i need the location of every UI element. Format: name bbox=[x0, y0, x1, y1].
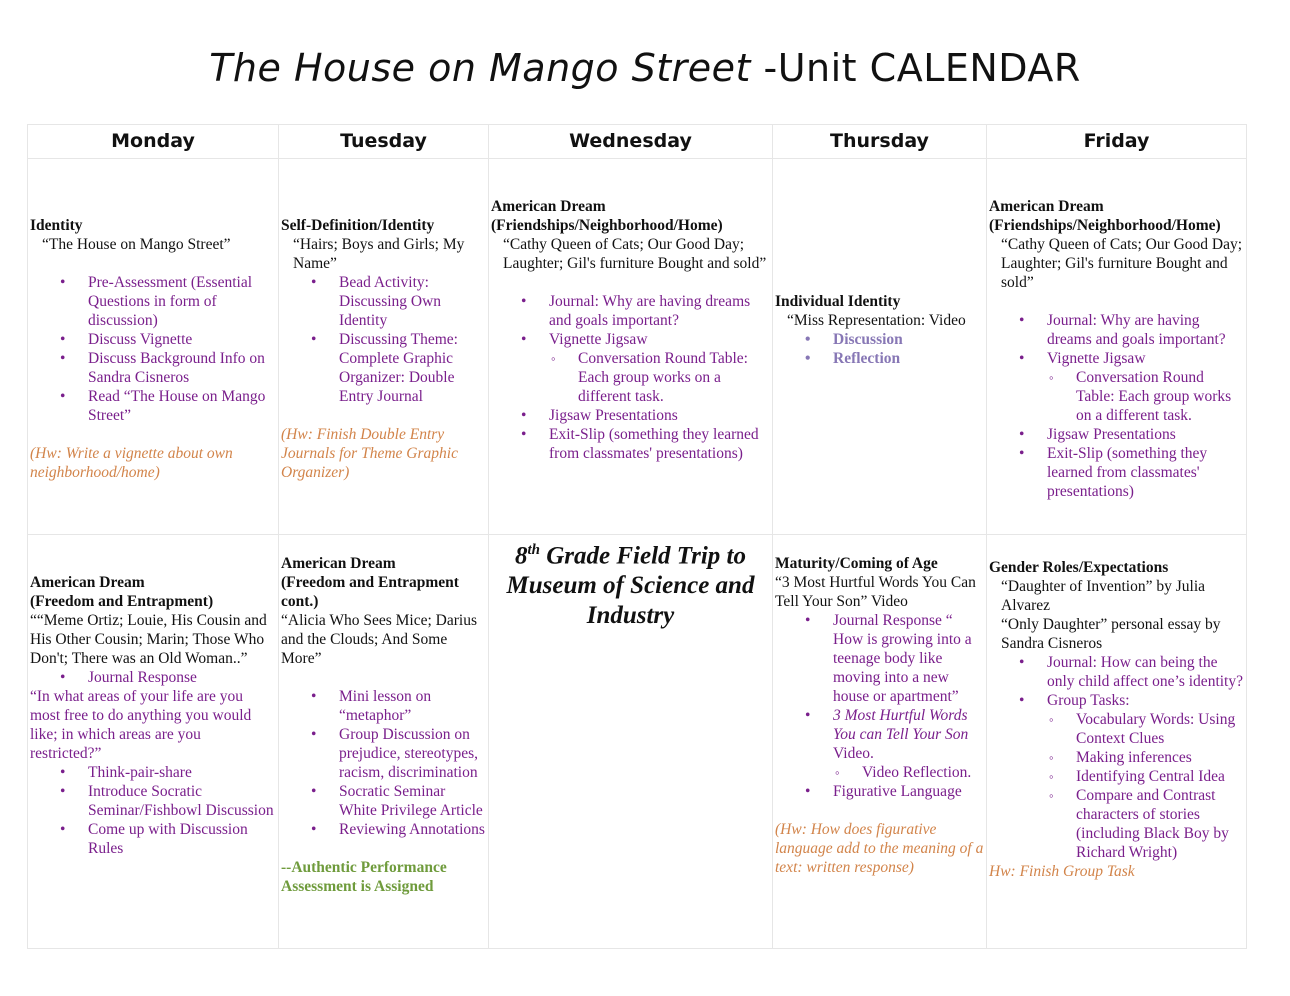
topic-sub: (Friendships/Neighborhood/Home) bbox=[491, 217, 723, 234]
day-friday: Friday bbox=[987, 125, 1247, 159]
field-trip-superscript: th bbox=[527, 542, 540, 558]
week2-thursday-cell bbox=[773, 535, 987, 949]
list-item: • Journal: Why are having dreams and goals important? bbox=[989, 311, 1244, 349]
list-subitem: ◦ Making inferences bbox=[989, 748, 1244, 767]
topic-sub: (Freedom and Entrapment cont.) bbox=[281, 574, 459, 610]
field-trip-text bbox=[491, 535, 770, 631]
list-subitem: ◦ Compare and Contrast characters of stories (including Black Boy by Richard Wright) bbox=[989, 786, 1244, 862]
topic: American Dream bbox=[491, 198, 606, 215]
week2-friday-cell bbox=[987, 535, 1247, 949]
week1-wednesday-cell bbox=[489, 159, 773, 535]
topic: Self-Definition/Identity bbox=[281, 217, 435, 234]
title-book: The House on Mango Street bbox=[209, 46, 751, 90]
week1-monday-cell bbox=[28, 159, 279, 535]
day-tuesday: Tuesday bbox=[279, 125, 489, 159]
reading: ““Meme Ortiz; Louie, His Cousin and His Other Cousin; Marin; Those Who Don't; There was an Old Woman..” bbox=[30, 612, 267, 667]
reading-2: “Only Daughter” personal essay by Sandra Cisneros bbox=[1001, 616, 1221, 652]
list-item: • Pre-Assessment (Essential Questions in form of discussion) bbox=[30, 273, 276, 330]
field-trip-title: Grade Field Trip to Museum of Science and Industry bbox=[506, 542, 755, 630]
reading-1: “Daughter of Invention” by Julia Alvarez bbox=[1001, 578, 1206, 614]
list-item: • Journal Response bbox=[30, 668, 276, 687]
week2-monday-cell bbox=[28, 535, 279, 949]
activity-list bbox=[30, 273, 276, 425]
reading: “3 Most Hurtful Words You Can Tell Your Son” Video bbox=[775, 574, 976, 610]
video-title: 3 Most Hurtful Words You can Tell Your Son bbox=[833, 707, 969, 743]
list-item: • Discussion bbox=[775, 330, 984, 349]
day-wednesday: Wednesday bbox=[489, 125, 773, 159]
reading: “The House on Mango Street” bbox=[42, 236, 231, 253]
list-item bbox=[775, 706, 984, 763]
list-item: • Reflection bbox=[775, 349, 984, 368]
title-rest: -Unit CALENDAR bbox=[750, 46, 1081, 90]
list-subitem: ◦ Conversation Round Table: Each group works on a different task. bbox=[491, 349, 770, 406]
list-item: • Think-pair-share bbox=[30, 763, 276, 782]
header-row bbox=[28, 125, 1247, 159]
day-monday: Monday bbox=[28, 125, 279, 159]
list-item: • Discussing Theme: Complete Graphic Organizer: Double Entry Journal bbox=[281, 330, 486, 406]
reading: “Hairs; Boys and Girls; My Name” bbox=[293, 236, 465, 272]
list-item: • Jigsaw Presentations bbox=[989, 425, 1244, 444]
week-1-row bbox=[28, 159, 1247, 535]
assessment-note: --Authentic Performance Assessment is Assigned bbox=[281, 859, 447, 895]
list-item: • Introduce Socratic Seminar/Fishbowl Discussion bbox=[30, 782, 276, 820]
field-trip-number: 8 bbox=[514, 542, 528, 570]
list-subitem: ◦ Identifying Central Idea bbox=[989, 767, 1244, 786]
list-item: • Jigsaw Presentations bbox=[491, 406, 770, 425]
list-item: • Socratic Seminar White Privilege Article bbox=[281, 782, 486, 820]
activity-list-2 bbox=[30, 763, 276, 858]
week2-tuesday-cell bbox=[279, 535, 489, 949]
reading: “Miss Representation: Video bbox=[787, 312, 966, 329]
journal-question: “In what areas of your life are you most free to do anything you would like; in which areas are you restricted?” bbox=[30, 688, 252, 762]
list-item: • Discuss Background Info on Sandra Cisneros bbox=[30, 349, 276, 387]
topic-sub: (Friendships/Neighborhood/Home) bbox=[989, 217, 1221, 234]
reading: “Alicia Who Sees Mice; Darius and the Clouds; And Some More” bbox=[281, 612, 477, 667]
homework: Hw: Finish Group Task bbox=[989, 863, 1135, 880]
week2-wednesday-cell bbox=[489, 535, 773, 949]
unit-calendar bbox=[27, 124, 1247, 949]
list-subitem: ◦ Conversation Round Table: Each group works on a different task. bbox=[989, 368, 1244, 425]
list-item: • Discuss Vignette bbox=[30, 330, 276, 349]
reading: “Cathy Queen of Cats; Our Good Day; Laughter; Gil's furniture Bought and sold” bbox=[1001, 236, 1243, 291]
activity-list bbox=[989, 653, 1244, 862]
list-item: • Mini lesson on “metaphor” bbox=[281, 687, 486, 725]
topic: American Dream bbox=[281, 555, 396, 572]
activity-list bbox=[491, 292, 770, 463]
homework: (Hw: How does figurative language add to the meaning of a text: written response) bbox=[775, 821, 984, 876]
topic: American Dream bbox=[30, 574, 145, 591]
topic: Gender Roles/Expectations bbox=[989, 559, 1169, 576]
list-item: • Vignette Jigsaw bbox=[491, 330, 770, 349]
list-item: • Read “The House on Mango Street” bbox=[30, 387, 276, 425]
activity-list bbox=[775, 330, 984, 368]
list-item: • Vignette Jigsaw bbox=[989, 349, 1244, 368]
day-thursday: Thursday bbox=[773, 125, 987, 159]
list-item: • Reviewing Annotations bbox=[281, 820, 486, 839]
list-item: • Journal: Why are having dreams and goals important? bbox=[491, 292, 770, 330]
topic: Individual Identity bbox=[775, 293, 901, 310]
list-subitem: ◦ Video Reflection. bbox=[775, 763, 984, 782]
activity-list bbox=[989, 311, 1244, 501]
activity-list bbox=[281, 687, 486, 839]
list-item: • Journal: How can being the only child affect one’s identity? bbox=[989, 653, 1244, 691]
reading: “Cathy Queen of Cats; Our Good Day; Laughter; Gil's furniture Bought and sold” bbox=[503, 236, 767, 272]
week-2-row bbox=[28, 535, 1247, 949]
list-item: • Come up with Discussion Rules bbox=[30, 820, 276, 858]
topic: American Dream bbox=[989, 198, 1104, 215]
homework: (Hw: Write a vignette about own neighborhood/home) bbox=[30, 445, 233, 481]
list-item: • Bead Activity: Discussing Own Identity bbox=[281, 273, 486, 330]
activity-list bbox=[775, 611, 984, 801]
list-item: • Exit-Slip (something they learned from classmates' presentations) bbox=[989, 444, 1244, 501]
week1-thursday-cell bbox=[773, 159, 987, 535]
topic-sub: (Freedom and Entrapment) bbox=[30, 593, 214, 610]
topic: Maturity/Coming of Age bbox=[775, 555, 938, 572]
list-subitem: ◦ Vocabulary Words: Using Context Clues bbox=[989, 710, 1244, 748]
video-suffix: Video. bbox=[833, 745, 874, 762]
activity-list bbox=[281, 273, 486, 406]
page-title bbox=[0, 46, 1290, 90]
list-item: • Group Discussion on prejudice, stereotypes, racism, discrimination bbox=[281, 725, 486, 782]
week1-tuesday-cell bbox=[279, 159, 489, 535]
list-item: • Exit-Slip (something they learned from classmates' presentations) bbox=[491, 425, 770, 463]
week1-friday-cell bbox=[987, 159, 1247, 535]
topic: Identity bbox=[30, 217, 83, 234]
homework: (Hw: Finish Double Entry Journals for Theme Graphic Organizer) bbox=[281, 426, 458, 481]
list-item: • Group Tasks: bbox=[989, 691, 1244, 710]
list-item: • Figurative Language bbox=[775, 782, 984, 801]
list-item: • Journal Response “ How is growing into a teenage body like moving into a new house or apartment” bbox=[775, 611, 984, 706]
activity-list bbox=[30, 668, 276, 687]
